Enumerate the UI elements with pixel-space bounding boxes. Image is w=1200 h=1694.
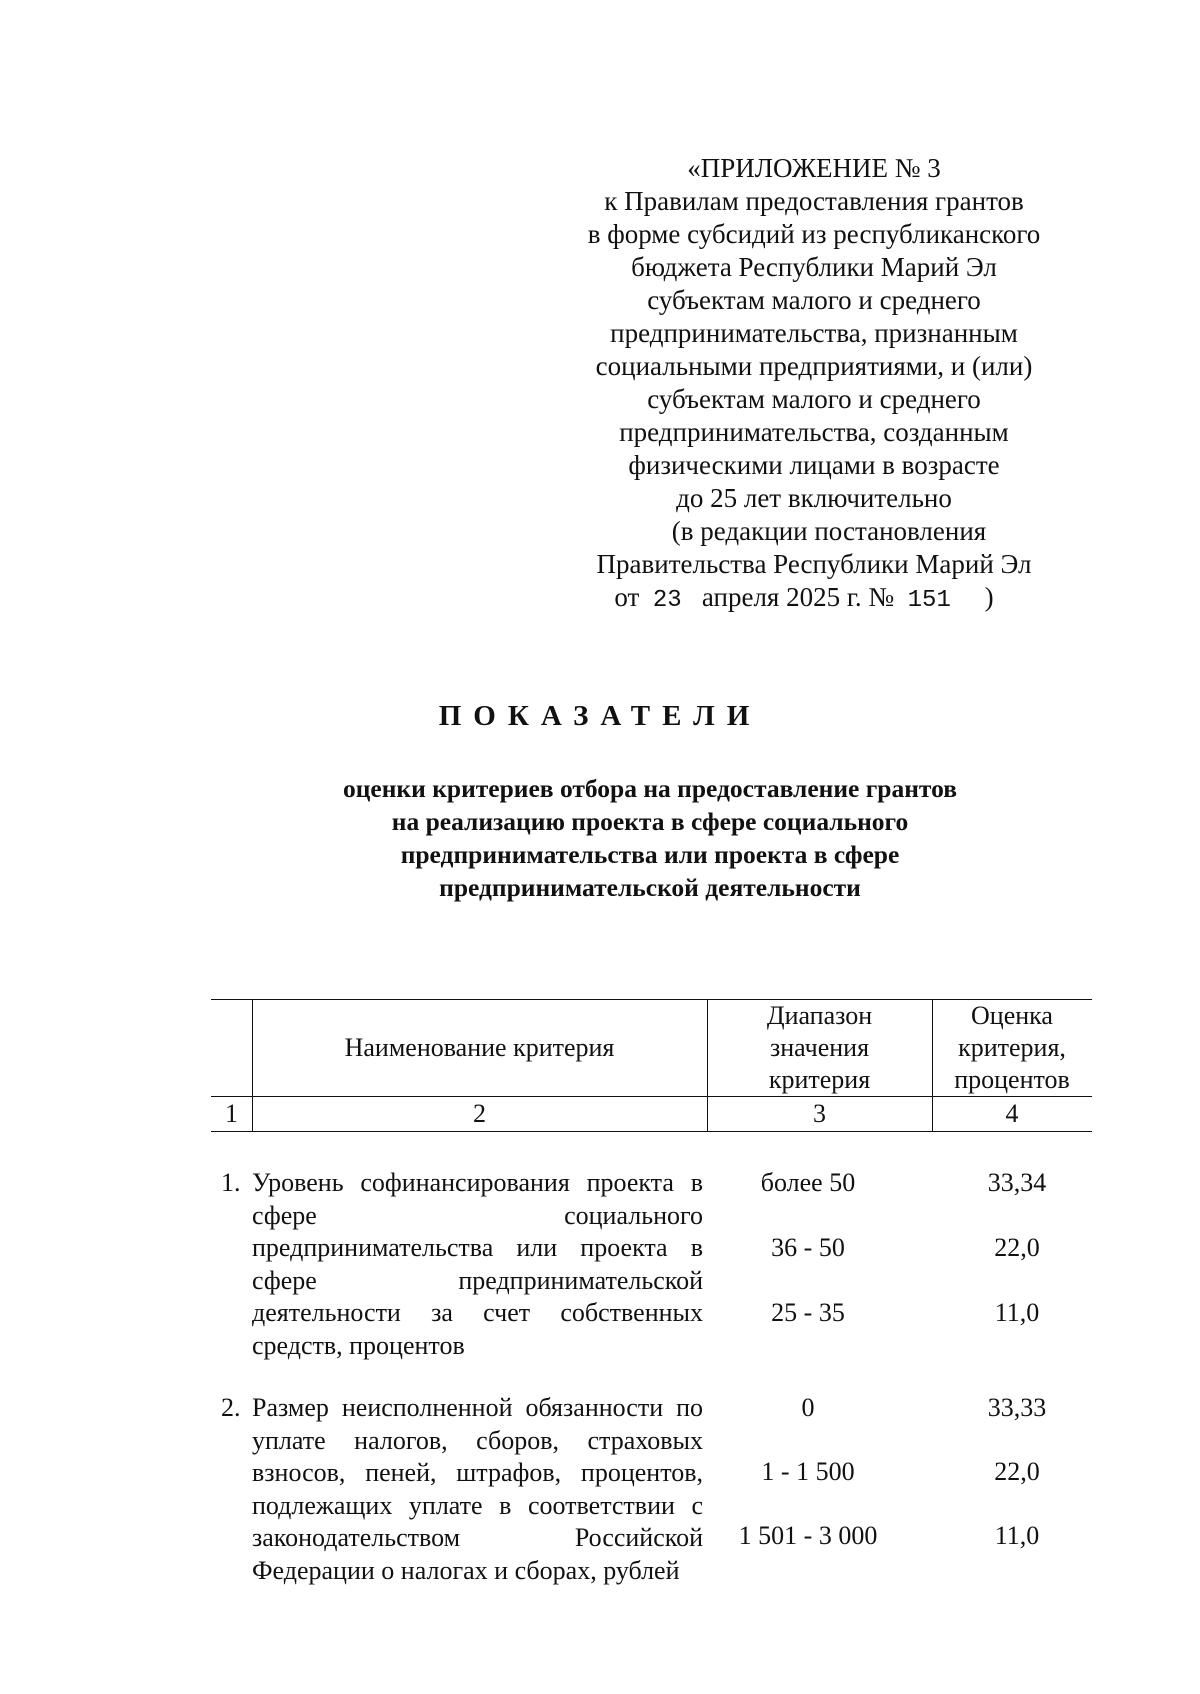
annex-line: (в редакции постановления — [671, 516, 987, 546]
criterion-text: Уровень софинансирования проекта в сфере социального предпринимательства или проекта в сфере предпринимательской деятельности за счет собственных — [252, 1168, 703, 1327]
annex-line: субъектам малого и среднего — [647, 384, 981, 414]
table-rule — [211, 1131, 1092, 1132]
document-subtitle — [250, 772, 1050, 904]
annex-line: бюджета Республики Марий Эл — [631, 252, 997, 282]
range-value: 0 — [801, 1393, 815, 1422]
annex-date-line — [540, 581, 1088, 617]
header-line: Диапазон — [766, 1000, 873, 1030]
annex-header — [540, 152, 1088, 617]
criterion-name — [252, 1392, 703, 1587]
row-number: 1. — [221, 1168, 241, 1197]
column-number: 4 — [1005, 1099, 1019, 1128]
row-number: 2. — [221, 1393, 241, 1422]
header-line: критерия, — [958, 1032, 1066, 1062]
annex-line: Правительства Республики Марий Эл — [596, 549, 1032, 579]
range-value: 1 - 1 500 — [761, 1457, 855, 1486]
score-value: 33,34 — [987, 1168, 1047, 1197]
closing-paren: ) — [984, 582, 994, 612]
document-title: ПОКАЗАТЕЛИ — [438, 700, 762, 732]
header-line: значения — [769, 1032, 870, 1062]
annex-line: до 25 лет включительно — [676, 483, 952, 513]
subtitle-line: предпринимательской деятельности — [439, 873, 861, 902]
annex-line: к Правилам предоставления грантов — [604, 186, 1024, 216]
criterion-text-end: Федерации о налогах и сборах, рублей — [252, 1555, 680, 1585]
score-value: 11,0 — [994, 1298, 1040, 1327]
subtitle-line: предпринимательства или проекта в сфере — [400, 840, 900, 869]
header-line: процентов — [954, 1064, 1070, 1094]
range-value: более 50 — [760, 1168, 856, 1197]
annex-line: «ПРИЛОЖЕНИЕ № 3 — [687, 153, 941, 183]
date-rest: апреля 2025 г. № — [701, 582, 895, 612]
header-value-range — [707, 999, 932, 1096]
annex-line: социальными предприятиями, и (или) — [595, 351, 1033, 381]
header-line: Оценка — [971, 1000, 1053, 1030]
range-value: 1 501 - 3 000 — [738, 1521, 878, 1550]
score-value: 22,0 — [994, 1457, 1040, 1486]
column-number: 2 — [473, 1099, 486, 1128]
annex-line: в форме субсидий из республиканского — [587, 219, 1041, 249]
annex-line: физическими лицами в возрасте — [628, 450, 1000, 480]
column-number: 3 — [813, 1099, 826, 1128]
subtitle-line: оценки критериев отбора на предоставление грантов — [342, 774, 958, 803]
header-score — [932, 999, 1092, 1096]
date-day: 23 — [652, 587, 682, 614]
criterion-text-end: средств, процентов — [252, 1330, 465, 1360]
column-number: 1 — [225, 1099, 238, 1128]
subtitle-line: на реализацию проекта в сфере социального — [391, 807, 909, 836]
annex-line: предпринимательства, признанным — [610, 318, 1018, 348]
criterion-name — [252, 1167, 703, 1362]
range-value: 36 - 50 — [771, 1233, 845, 1262]
header-criterion-name: Наименование критерия — [344, 1032, 615, 1062]
criteria-table-header — [211, 999, 1092, 1132]
annex-line: предпринимательства, созданным — [619, 417, 1009, 447]
criterion-text: Размер неисполненной обязанности по уплате налогов, сборов, страховых взносов, пеней, штрафов, процентов, подлежащих уплате в соответствии с законодательством Российской — [252, 1393, 703, 1552]
table-row — [211, 1167, 1092, 1363]
table-row — [211, 1392, 1092, 1588]
score-value: 11,0 — [994, 1521, 1040, 1550]
score-value: 33,33 — [987, 1393, 1047, 1422]
score-value: 22,0 — [994, 1233, 1040, 1262]
resolution-number: 151 — [907, 587, 951, 614]
annex-line: субъектам малого и среднего — [647, 285, 981, 315]
header-line: критерия — [768, 1064, 871, 1094]
date-prefix: от — [614, 582, 640, 612]
range-value: 25 - 35 — [771, 1298, 845, 1327]
